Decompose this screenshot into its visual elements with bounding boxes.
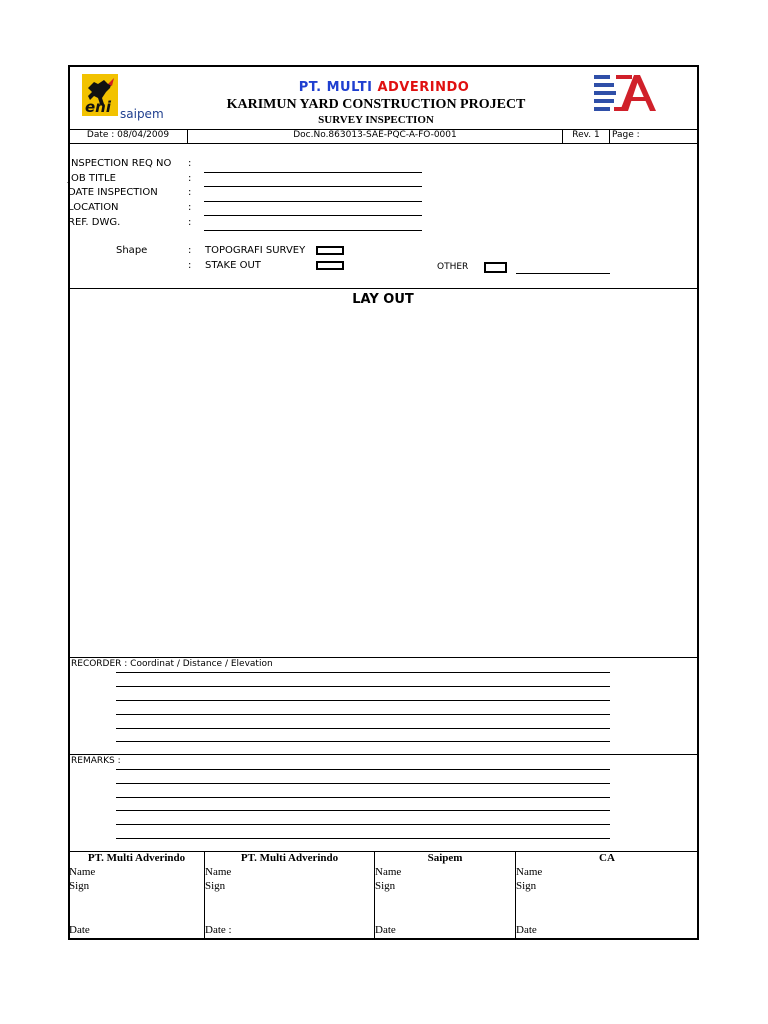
remarks-line-1[interactable] <box>116 769 610 770</box>
eni-text: eni <box>85 98 111 116</box>
layout-title: LAY OUT <box>352 292 414 307</box>
field-inspection-req-label: INSPECTION REQ NO <box>68 158 172 169</box>
signature-date[interactable]: Date <box>375 924 396 936</box>
remarks-line-4[interactable] <box>116 810 610 811</box>
signature-name[interactable]: Name <box>516 866 543 878</box>
field-inspection-req-input[interactable] <box>204 172 422 173</box>
signature-name[interactable]: Name <box>205 866 232 878</box>
shape-other-checkbox[interactable] <box>484 262 507 273</box>
shape-stake-out-checkbox[interactable] <box>316 261 344 270</box>
company-name-blue: PT. MULTI <box>298 80 373 95</box>
field-location-input[interactable] <box>204 215 422 216</box>
doc-date: Date : 08/04/2009 <box>86 130 170 140</box>
dca-logo <box>594 73 658 113</box>
signature-sign[interactable]: Sign <box>205 880 226 892</box>
signature-date[interactable]: Date : <box>205 924 232 936</box>
field-inspection-req-sep: : <box>188 158 192 169</box>
signature-col-2 <box>205 852 374 938</box>
signature-col-4 <box>516 852 698 938</box>
shape-topografi-checkbox[interactable] <box>316 246 344 255</box>
signature-org: PT. Multi Adverindo <box>240 852 339 864</box>
recorder-line-1[interactable] <box>116 672 610 673</box>
remarks-line-5[interactable] <box>116 824 610 825</box>
signature-name[interactable]: Name <box>69 866 96 878</box>
form-title: SURVEY INSPECTION <box>318 114 434 126</box>
field-location-sep: : <box>188 202 192 213</box>
shape-option-topografi-label: TOPOGRAFI SURVEY <box>205 245 306 256</box>
doc-number: Doc.No.863013-SAE-PQC-A-FO-0001 <box>293 130 457 140</box>
signature-org: Saipem <box>427 852 463 864</box>
field-ref-dwg-input[interactable] <box>204 230 422 231</box>
saipem-text: saipem <box>120 107 164 121</box>
recorder-line-3[interactable] <box>116 700 610 701</box>
doc-row-divider-3 <box>609 129 610 143</box>
recorder-line-5[interactable] <box>116 728 610 729</box>
shape-label: Shape <box>116 245 148 256</box>
shape-option-other-label: OTHER <box>437 262 469 272</box>
signature-col-3 <box>375 852 515 938</box>
signature-org: PT. Multi Adverindo <box>87 852 186 864</box>
field-date-inspection-input[interactable] <box>204 201 422 202</box>
recorder-label: RECORDER : Coordinat / Distance / Elevation <box>71 659 273 669</box>
signature-sign[interactable]: Sign <box>375 880 396 892</box>
recorder-top-border <box>69 657 698 658</box>
signature-sign[interactable]: Sign <box>516 880 537 892</box>
field-date-inspection-label: DATE INSPECTION <box>68 187 158 198</box>
field-date-inspection-sep: : <box>188 187 192 198</box>
doc-rev: Rev. 1 <box>572 130 600 140</box>
recorder-line-4[interactable] <box>116 714 610 715</box>
signature-org: CA <box>599 852 615 864</box>
field-job-title-input[interactable] <box>204 186 422 187</box>
company-name-red: ADVERINDO <box>377 80 470 95</box>
recorder-line-6[interactable] <box>116 741 610 742</box>
signature-date[interactable]: Date <box>69 924 90 936</box>
shape-sep-2: : <box>188 260 192 271</box>
doc-page: Page : <box>612 130 640 140</box>
signature-sign[interactable]: Sign <box>69 880 90 892</box>
field-job-title-sep: : <box>188 173 192 184</box>
shape-option-stake-out-label: STAKE OUT <box>205 260 261 271</box>
project-title: KARIMUN YARD CONSTRUCTION PROJECT <box>226 97 526 112</box>
doc-row-bottom-border <box>69 143 698 144</box>
layout-drawing-area[interactable] <box>69 310 698 657</box>
signature-col-1 <box>69 852 204 938</box>
remarks-line-3[interactable] <box>116 797 610 798</box>
signature-date[interactable]: Date <box>516 924 537 936</box>
remarks-line-6[interactable] <box>116 838 610 839</box>
field-job-title-label: JOB TITLE <box>68 173 116 184</box>
field-location-label: LOCATION <box>68 202 119 213</box>
shape-other-input[interactable] <box>516 273 610 274</box>
remarks-top-border <box>69 754 698 755</box>
shape-sep-1: : <box>188 245 192 256</box>
remarks-label: REMARKS : <box>71 756 121 766</box>
field-ref-dwg-sep: : <box>188 217 192 228</box>
layout-top-border <box>69 288 698 289</box>
recorder-line-2[interactable] <box>116 686 610 687</box>
remarks-line-2[interactable] <box>116 783 610 784</box>
field-ref-dwg-label: REF. DWG. <box>68 217 121 228</box>
signature-name[interactable]: Name <box>375 866 402 878</box>
